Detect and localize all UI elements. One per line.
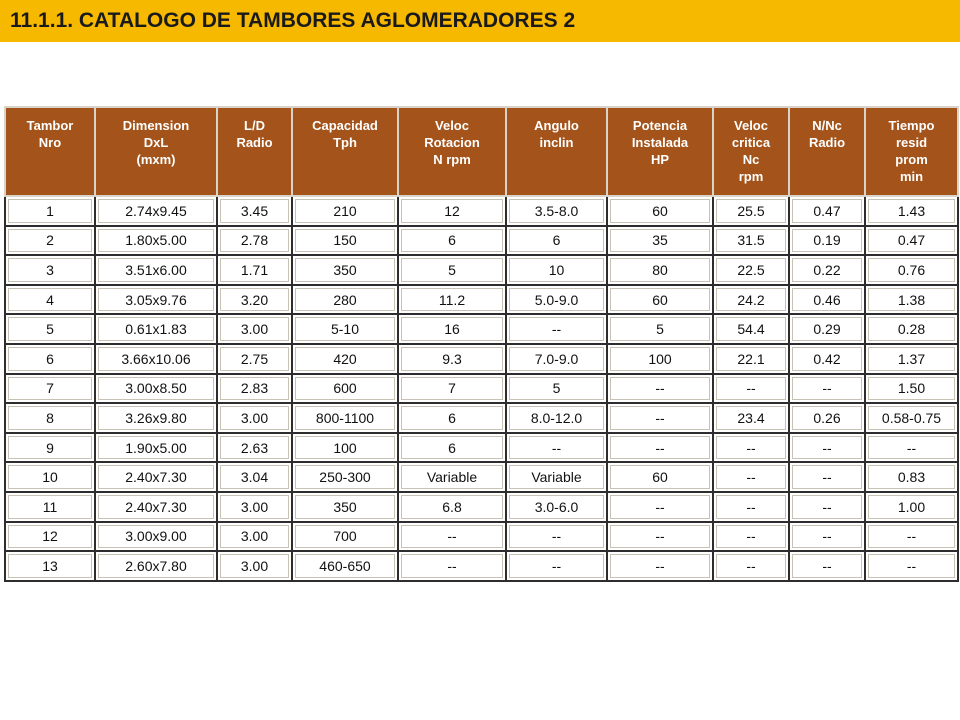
table-row xyxy=(5,492,958,522)
table-cell: -- xyxy=(607,551,713,581)
table-cell: 4 xyxy=(5,285,95,315)
table-cell: -- xyxy=(506,522,607,552)
table-cell: 35 xyxy=(607,226,713,256)
table-cell: 5 xyxy=(506,374,607,404)
table-cell: 210 xyxy=(292,196,398,226)
table-cell: 1.38 xyxy=(865,285,958,315)
table-cell: -- xyxy=(713,374,789,404)
table-cell: 2.60x7.80 xyxy=(95,551,217,581)
table-cell: -- xyxy=(506,314,607,344)
table-cell: 0.26 xyxy=(789,403,865,433)
table-cell: 0.83 xyxy=(865,462,958,492)
table-cell: 80 xyxy=(607,255,713,285)
table-cell: 5 xyxy=(5,314,95,344)
column-header: Potencia Instalada HP xyxy=(607,107,713,196)
table-cell: -- xyxy=(865,551,958,581)
table-cell: 1.43 xyxy=(865,196,958,226)
column-header: Veloc critica Nc rpm xyxy=(713,107,789,196)
table-row xyxy=(5,522,958,552)
table-cell: 800-1100 xyxy=(292,403,398,433)
table-cell: 3.00 xyxy=(217,492,292,522)
table-cell: -- xyxy=(713,522,789,552)
table-cell: -- xyxy=(398,522,506,552)
table-cell: -- xyxy=(607,374,713,404)
table-cell: -- xyxy=(789,551,865,581)
table-cell: 1.00 xyxy=(865,492,958,522)
table-cell: 6 xyxy=(398,403,506,433)
table-cell: 100 xyxy=(292,433,398,463)
table-cell: -- xyxy=(713,551,789,581)
table-cell: 1.80x5.00 xyxy=(95,226,217,256)
table-cell: 5 xyxy=(607,314,713,344)
table-cell: 1 xyxy=(5,196,95,226)
table-cell: 0.46 xyxy=(789,285,865,315)
table-cell: -- xyxy=(713,462,789,492)
table-cell: -- xyxy=(865,433,958,463)
table-cell: 3.20 xyxy=(217,285,292,315)
table-cell: 22.5 xyxy=(713,255,789,285)
table-cell: 5.0-9.0 xyxy=(506,285,607,315)
table-cell: 31.5 xyxy=(713,226,789,256)
catalog-table xyxy=(4,106,959,582)
table-cell: 460-650 xyxy=(292,551,398,581)
table-cell: 12 xyxy=(398,196,506,226)
table-row xyxy=(5,551,958,581)
page-title: 11.1.1. CATALOGO DE TAMBORES AGLOMERADORES 2 xyxy=(10,9,576,32)
table-cell: 100 xyxy=(607,344,713,374)
table-cell: 3.00x8.50 xyxy=(95,374,217,404)
table-cell: 60 xyxy=(607,196,713,226)
table-body xyxy=(5,196,958,581)
table-cell: -- xyxy=(713,492,789,522)
table-cell: 25.5 xyxy=(713,196,789,226)
column-header: Veloc Rotacion N rpm xyxy=(398,107,506,196)
table-row xyxy=(5,226,958,256)
table-cell: 60 xyxy=(607,285,713,315)
table-cell: 3.00x9.00 xyxy=(95,522,217,552)
column-header: L/D Radio xyxy=(217,107,292,196)
table-cell: 3.0-6.0 xyxy=(506,492,607,522)
table-cell: 9 xyxy=(5,433,95,463)
column-header: Tiempo resid prom min xyxy=(865,107,958,196)
table-cell: 3 xyxy=(5,255,95,285)
column-header: Capacidad Tph xyxy=(292,107,398,196)
table-cell: 2.78 xyxy=(217,226,292,256)
table-cell: 10 xyxy=(5,462,95,492)
table-row xyxy=(5,462,958,492)
table-cell: 3.45 xyxy=(217,196,292,226)
table-row xyxy=(5,255,958,285)
table-cell: 2 xyxy=(5,226,95,256)
table-cell: 3.00 xyxy=(217,551,292,581)
table-cell: -- xyxy=(789,433,865,463)
table-cell: 3.00 xyxy=(217,522,292,552)
table-cell: -- xyxy=(607,522,713,552)
table-cell: -- xyxy=(607,403,713,433)
table-cell: 350 xyxy=(292,492,398,522)
table-cell: 2.74x9.45 xyxy=(95,196,217,226)
table-row xyxy=(5,314,958,344)
table-row xyxy=(5,433,958,463)
table-cell: -- xyxy=(789,462,865,492)
table-row xyxy=(5,374,958,404)
table-cell: 420 xyxy=(292,344,398,374)
table-cell: 250-300 xyxy=(292,462,398,492)
table-cell: 0.19 xyxy=(789,226,865,256)
table-cell: 2.63 xyxy=(217,433,292,463)
table-cell: 16 xyxy=(398,314,506,344)
table-cell: 2.83 xyxy=(217,374,292,404)
table-cell: 3.05x9.76 xyxy=(95,285,217,315)
table-cell: 2.40x7.30 xyxy=(95,492,217,522)
table-cell: 8.0-12.0 xyxy=(506,403,607,433)
table-cell: 3.04 xyxy=(217,462,292,492)
table-cell: 700 xyxy=(292,522,398,552)
table-cell: -- xyxy=(865,522,958,552)
table-cell: 3.51x6.00 xyxy=(95,255,217,285)
table-cell: 0.29 xyxy=(789,314,865,344)
table-cell: 350 xyxy=(292,255,398,285)
table-cell: 600 xyxy=(292,374,398,404)
table-row xyxy=(5,403,958,433)
table-cell: -- xyxy=(398,551,506,581)
table-cell: 10 xyxy=(506,255,607,285)
table-row xyxy=(5,285,958,315)
table-cell: 6 xyxy=(5,344,95,374)
header-row xyxy=(5,107,958,196)
table-cell: 11.2 xyxy=(398,285,506,315)
table-cell: 6 xyxy=(398,226,506,256)
table-cell: 5-10 xyxy=(292,314,398,344)
table-cell: 7 xyxy=(5,374,95,404)
column-header: Dimension DxL (mxm) xyxy=(95,107,217,196)
table-cell: -- xyxy=(789,374,865,404)
table-cell: 54.4 xyxy=(713,314,789,344)
table-cell: -- xyxy=(506,433,607,463)
table-cell: 8 xyxy=(5,403,95,433)
table-cell: 0.42 xyxy=(789,344,865,374)
table-cell: 1.90x5.00 xyxy=(95,433,217,463)
table-cell: 0.22 xyxy=(789,255,865,285)
table-cell: 1.37 xyxy=(865,344,958,374)
table-cell: 2.75 xyxy=(217,344,292,374)
table-cell: 24.2 xyxy=(713,285,789,315)
table-cell: 22.1 xyxy=(713,344,789,374)
table-cell: 2.40x7.30 xyxy=(95,462,217,492)
table-row xyxy=(5,196,958,226)
table-cell: 23.4 xyxy=(713,403,789,433)
table-cell: 11 xyxy=(5,492,95,522)
table-cell: 3.00 xyxy=(217,403,292,433)
table-cell: 0.76 xyxy=(865,255,958,285)
table-cell: -- xyxy=(607,433,713,463)
table-cell: 6 xyxy=(506,226,607,256)
table-cell: -- xyxy=(713,433,789,463)
table-cell: 5 xyxy=(398,255,506,285)
column-header: N/Nc Radio xyxy=(789,107,865,196)
table-cell: 1.50 xyxy=(865,374,958,404)
table-cell: 3.5-8.0 xyxy=(506,196,607,226)
table-cell: 1.71 xyxy=(217,255,292,285)
table-cell: -- xyxy=(789,492,865,522)
table-cell: 7.0-9.0 xyxy=(506,344,607,374)
table-cell: 7 xyxy=(398,374,506,404)
table-cell: 3.66x10.06 xyxy=(95,344,217,374)
table-cell: 0.58-0.75 xyxy=(865,403,958,433)
table-row xyxy=(5,344,958,374)
column-header: Tambor Nro xyxy=(5,107,95,196)
table-cell: 9.3 xyxy=(398,344,506,374)
table-cell: 0.47 xyxy=(865,226,958,256)
table-cell: -- xyxy=(607,492,713,522)
table-cell: 150 xyxy=(292,226,398,256)
table-cell: 6.8 xyxy=(398,492,506,522)
table-cell: -- xyxy=(506,551,607,581)
table-cell: 3.00 xyxy=(217,314,292,344)
column-header: Angulo inclin xyxy=(506,107,607,196)
table-cell: 0.28 xyxy=(865,314,958,344)
title-bar xyxy=(0,0,960,42)
table-cell: 280 xyxy=(292,285,398,315)
table-cell: -- xyxy=(789,522,865,552)
table-cell: 13 xyxy=(5,551,95,581)
table-cell: Variable xyxy=(506,462,607,492)
table-cell: 0.47 xyxy=(789,196,865,226)
table-cell: 6 xyxy=(398,433,506,463)
table-cell: 3.26x9.80 xyxy=(95,403,217,433)
table-cell: 12 xyxy=(5,522,95,552)
table-cell: Variable xyxy=(398,462,506,492)
catalog-table-container xyxy=(4,106,957,582)
table-cell: 60 xyxy=(607,462,713,492)
table-cell: 0.61x1.83 xyxy=(95,314,217,344)
